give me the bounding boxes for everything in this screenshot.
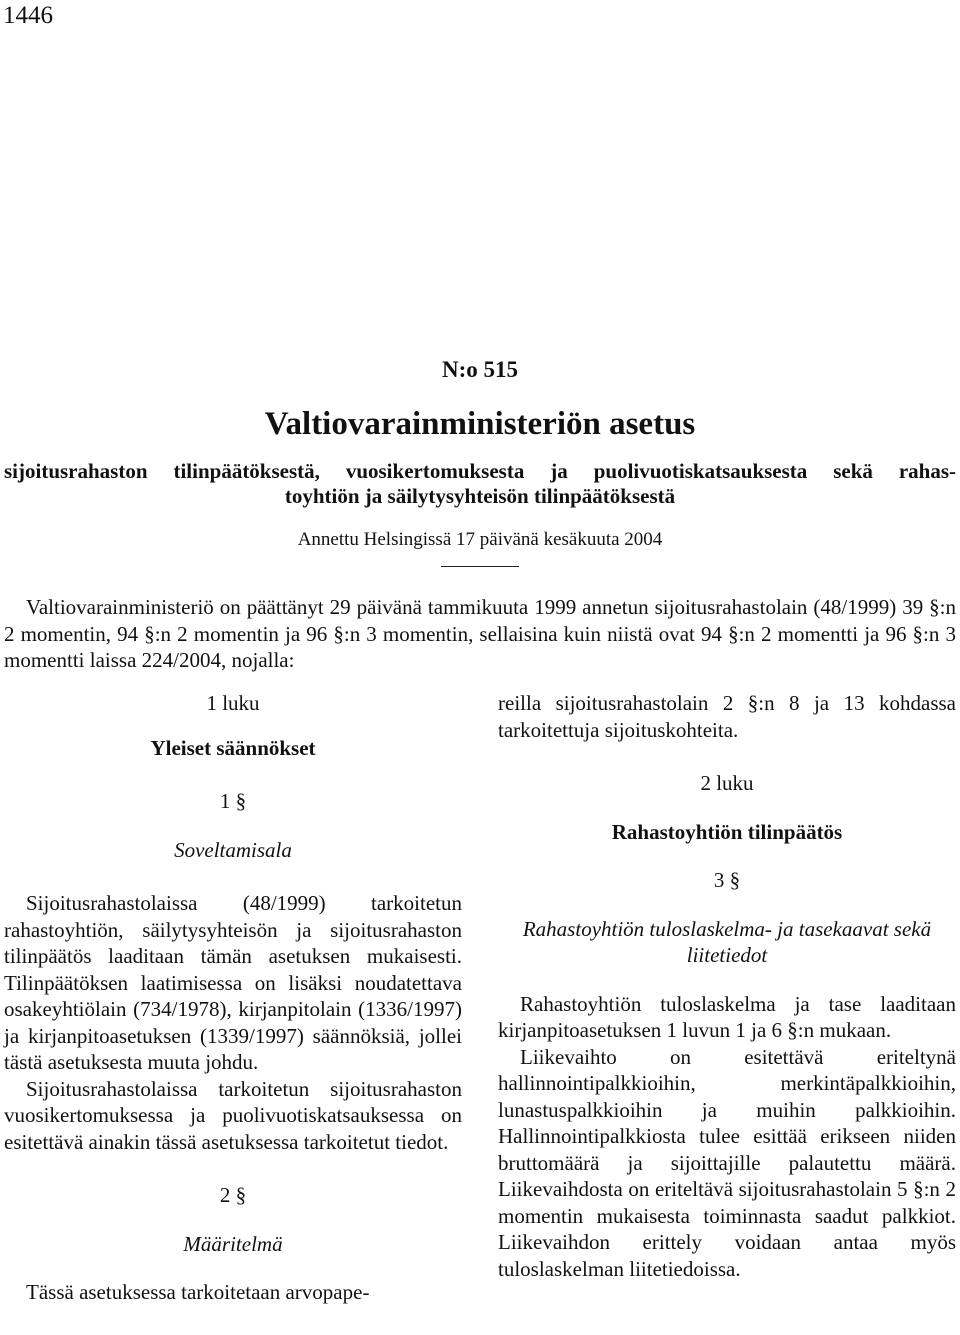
section-2-paragraph-1: Tässä asetuksessa tarkoitetaan arvopape-: [26, 1280, 370, 1304]
subtitle-line-2: toyhtiön ja säilytysyhteisön tilinpäätöksestä: [284, 484, 676, 508]
section-2-continuation: reilla sijoitusrahastolain 2 §:n 8 ja 13 kohdassa tarkoitettuja sijoituskohteita.: [498, 691, 956, 742]
section-1-title: Soveltamisala: [174, 837, 292, 862]
subtitle-line-1: sijoitusrahaston tilinpäätöksestä, vuosikertomuksesta ja puolivuotiskatsauksesta sekä rahas-: [4, 459, 956, 483]
section-3-paragraph-2: Liikevaihto on esitettävä eriteltynä hallinnointipalkkioihin, merkintäpalkkioihin, lunastuspalkkioihin ja muihin palkkioihin. Hallinnointipalkkiosta tulee esittää erikseen niiden bruttomäärä ja sijoittajille palautettu määrä. Liikevaihdosta on eriteltävä sijoitusrahastolain 5 §:n 2 momentin mukaisesta toiminnasta saadut palkkiot. Liikevaihdon erittely voidaan antaa myös tuloslaskelman liitetiedoissa.: [498, 1044, 956, 1281]
document-subtitle: [4, 459, 956, 509]
header-divider: [441, 566, 519, 567]
section-3-title: Rahastoyhtiön tuloslaskelma- ja tasekaavat sekä liitetiedot: [522, 916, 932, 967]
act-number: N:o 515: [441, 357, 519, 382]
page-number: 1446: [3, 2, 53, 29]
chapter-2-label: 2 luku: [700, 771, 754, 795]
chapter-2-title: Rahastoyhtiön tilinpäätös: [611, 819, 843, 844]
section-1-paragraph-2: Sijoitusrahastolaissa tarkoitetun sijoitusrahaston vuosikertomuksessa ja puolivuotiskatsauksessa on esitettävä ainakin tässä asetuksessa tarkoitetut tiedot.: [4, 1076, 462, 1154]
left-column: [4, 690, 462, 1306]
section-1-label: 1 §: [219, 789, 247, 813]
preamble-text: Valtiovarainministeriö on päättänyt 29 päivänä tammikuuta 1999 annetun sijoitusrahastolain (48/1999) 39 §:n 2 momentin, 94 §:n 2 momentin ja 96 §:n 3 momentin, sellaisina kuin niistä ovat 94 §:n 2 momentti ja 96 §:n 3 momentti laissa 224/2004, nojalla:: [4, 595, 956, 672]
section-2-label: 2 §: [219, 1183, 247, 1207]
preamble: [4, 594, 956, 674]
section-1-paragraph-1: Sijoitusrahastolaissa (48/1999) tarkoitetun rahastoyhtiön, säilytysyhteisön ja sijoitusrahaston tilinpäätös laaditaan tämän asetuksen mukaisesti. Tilinpäätöksen laatimisessa on lisäksi noudatettava osakeyhtiölain (734/1978), kirjanpitolain (1336/1997) ja kirjanpitoasetuksen (1339/1997) säännöksiä, jollei tästä asetuksesta muuta johdu.: [4, 891, 462, 1074]
section-3-paragraph-1: Rahastoyhtiön tuloslaskelma ja tase laaditaan kirjanpitoasetuksen 1 luvun 1 ja 6 §:n mukaan.: [498, 991, 956, 1042]
chapter-1-label: 1 luku: [206, 691, 260, 715]
right-column: [498, 690, 956, 1282]
section-3-label: 3 §: [713, 868, 741, 892]
document-header: [0, 355, 960, 567]
document-title: Valtiovarainministeriön asetus: [264, 406, 696, 442]
section-2-title: Määritelmä: [183, 1231, 283, 1256]
issued-date: Annettu Helsingissä 17 päivänä kesäkuuta 2004: [297, 529, 663, 550]
chapter-1-title: Yleiset säännökset: [150, 735, 316, 760]
